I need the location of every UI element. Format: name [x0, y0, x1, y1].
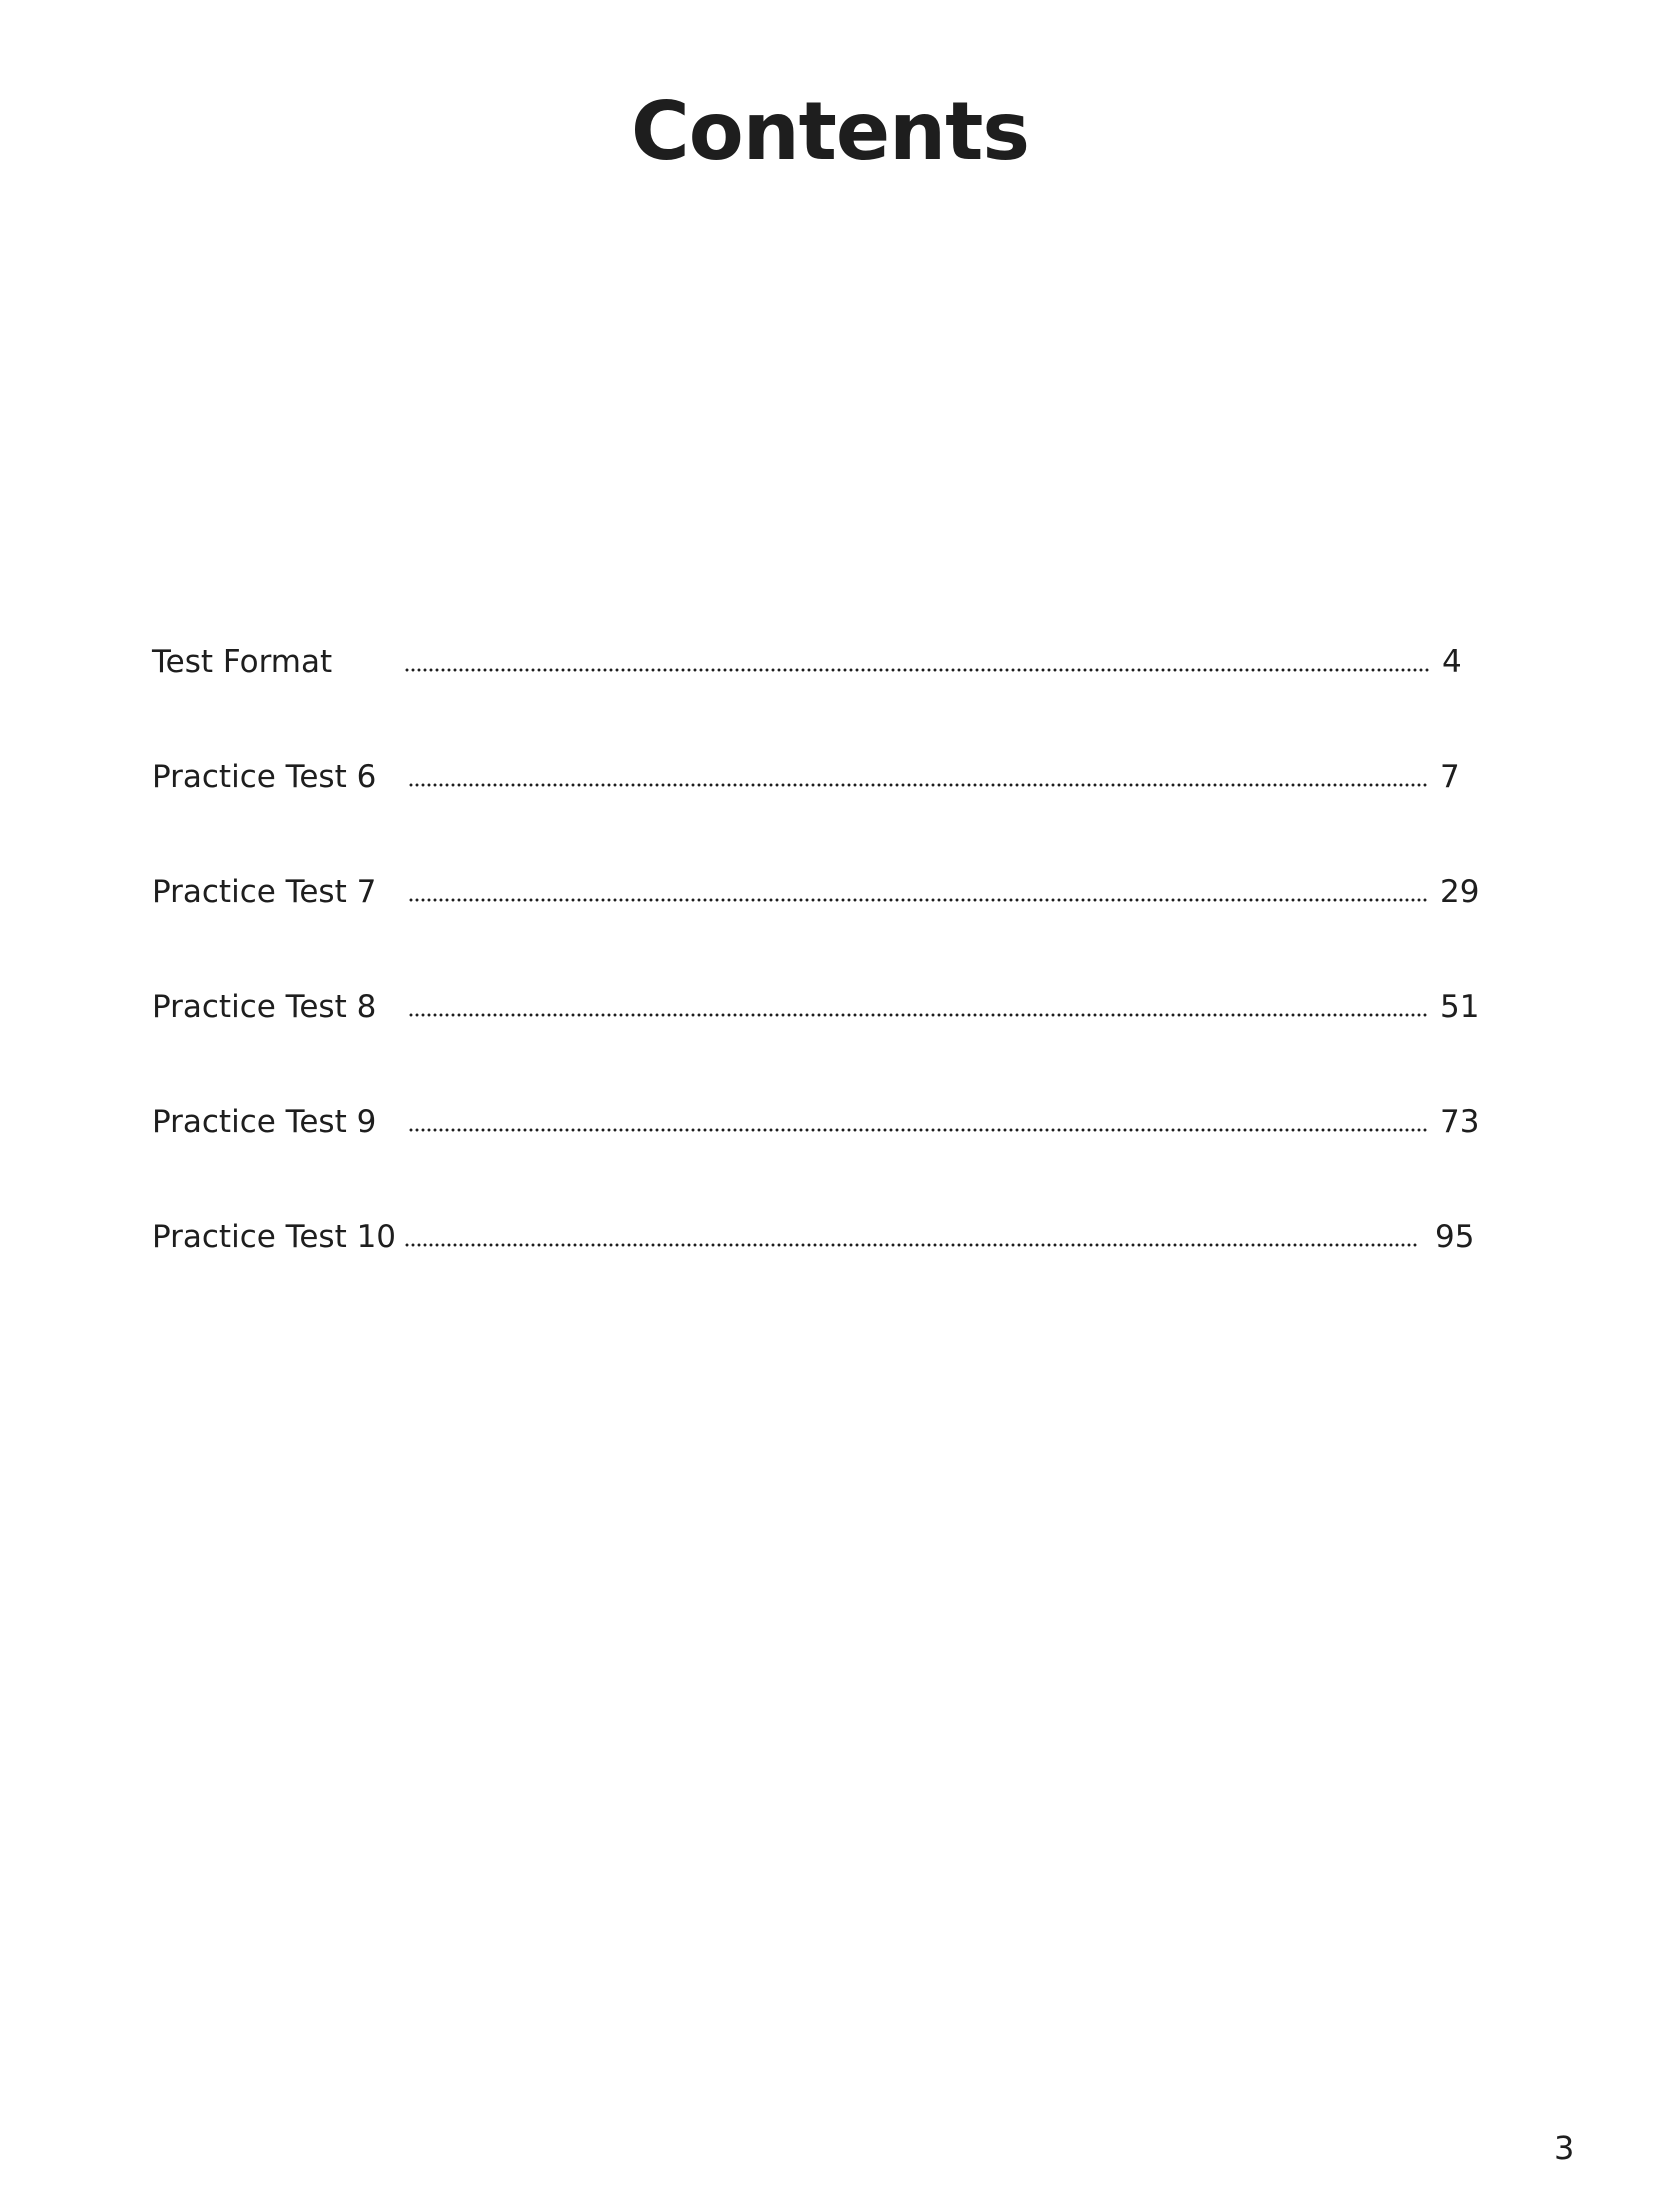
toc-entry-page: 73	[1440, 1104, 1480, 1140]
dot-leader	[404, 1243, 1418, 1247]
toc-entry-page: 7	[1440, 759, 1460, 795]
toc-entry[interactable]	[152, 872, 1482, 912]
toc-entry[interactable]	[152, 1102, 1482, 1142]
toc-entry-page: 95	[1435, 1219, 1475, 1255]
toc-entry-label: Practice Test 6	[152, 759, 377, 795]
toc-entry[interactable]	[152, 987, 1482, 1027]
toc-entry-label: Practice Test 8	[152, 989, 377, 1025]
page-number: 3	[1554, 2129, 1575, 2167]
dot-leader	[408, 898, 1428, 902]
table-of-contents	[152, 0, 1482, 2211]
dot-leader	[408, 1128, 1428, 1132]
toc-entry[interactable]	[152, 757, 1482, 797]
dot-leader	[404, 668, 1430, 672]
dot-leader	[408, 1013, 1428, 1017]
toc-entry-label: Test Format	[152, 644, 333, 680]
toc-entry-label: Practice Test 7	[152, 874, 377, 910]
toc-entry[interactable]	[152, 642, 1482, 682]
page-title: Contents	[631, 85, 1029, 178]
toc-entry-page: 4	[1442, 644, 1462, 680]
toc-entry-page: 29	[1440, 874, 1480, 910]
dot-leader	[408, 783, 1428, 787]
toc-entry[interactable]	[152, 1217, 1482, 1257]
toc-entry-page: 51	[1440, 989, 1480, 1025]
toc-entry-label: Practice Test 9	[152, 1104, 377, 1140]
toc-entry-label: Practice Test 10	[152, 1219, 397, 1255]
